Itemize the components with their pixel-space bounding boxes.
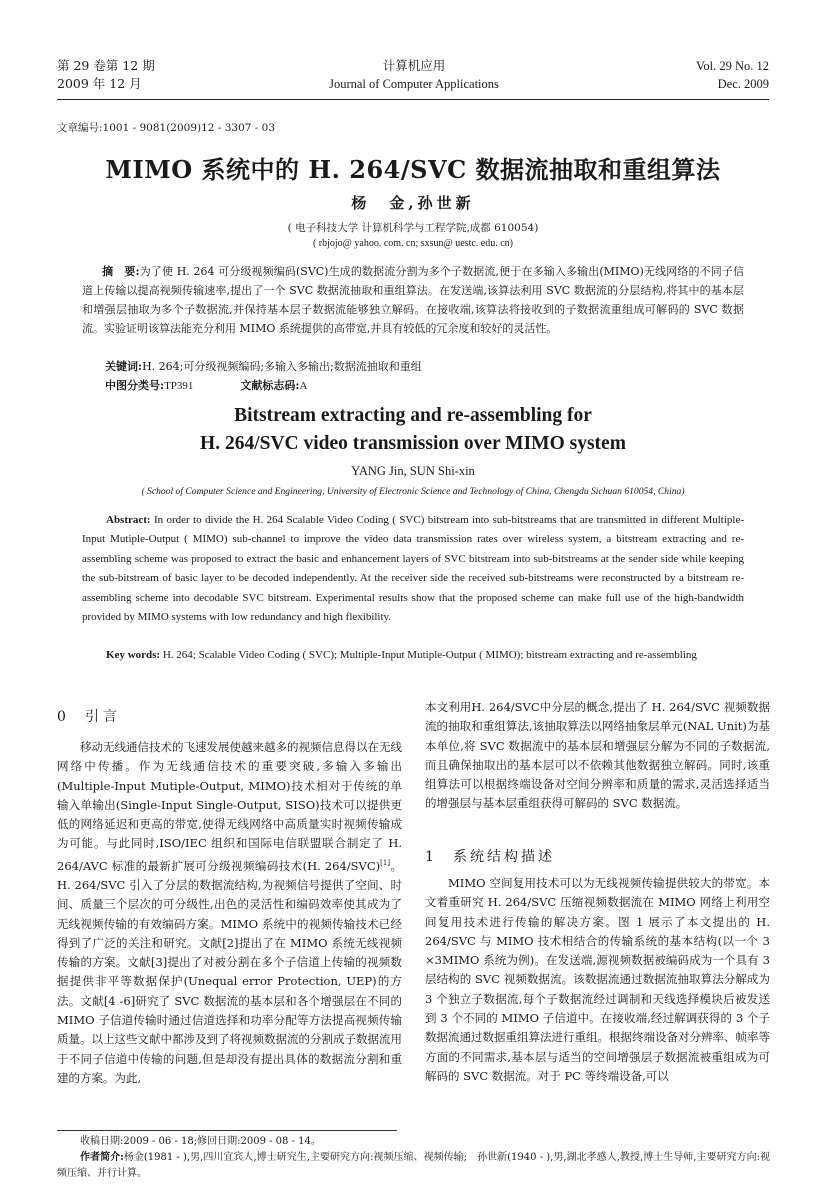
abstract-cn xyxy=(82,262,744,338)
author-bio-label: 作者简介: xyxy=(80,1152,124,1163)
affiliation-en: ( School of Computer Science and Engineering, University of Electronic Science and Technology of China, Chengdu Sichuan 610054, China) xyxy=(141,486,685,497)
affiliation-cn: ( 电子科技大学 计算机科学与工程学院,成都 610054) xyxy=(287,222,539,234)
section-0-heading xyxy=(57,706,121,726)
abstract-text-en: In order to divide the H. 264 Scalable Video Coding ( SVC) bitstream into sub-bitstreams that are transmitted in different Multiple-Input Mutiple-Output ( MIMO) sub-channel to improve the video data transmission rates over wireless system, a bitstream extracting and re-assembling scheme was proposed to extract the basic and enhancement layers of SVC bitstream into sub-bitstreams at the sender side while keeping the sub-bitstream of basic layer to be decoded independently. At the receiver side the received sub-bitstreams were reconstructed by a bitstream re-assembling scheme into decodable SVC bitstream. Experimental results show that the proposed scheme can make full use of the high-bandwidth provided by MIMO systems with low redundancy and high flexibility. xyxy=(82,514,744,624)
section-0-paragraph-2: 本文利用H. 264/SVC中分层的概念,提出了 H. 264/SVC 视频数据流的抽取和重组算法,该抽取算法以网络抽象层单元(NAL Unit)为基本单位,将 SVC 数据流中的基本层和增强层分解为不同的子数据流,而且确保抽取出的基本层可以不依赖其他数据独立解码。同时,该重组算法可以根据终端设备对空间分辨率和质量的需求,灵活选择适当的增强层与基本层重组获得可解码的 SVC 数据流。 xyxy=(425,700,770,811)
keywords-text-en: H. 264; Scalable Video Coding ( SVC); Multiple-Input Mutiple-Output ( MIMO); bitstream extracting and re-assembling xyxy=(162,649,697,661)
journal-issue xyxy=(57,57,155,93)
classification xyxy=(105,376,745,396)
author-bio xyxy=(57,1150,770,1182)
section-1-number: 1 xyxy=(425,849,434,865)
doc-code-label: 文献标志码: xyxy=(240,379,300,392)
section-1-heading xyxy=(425,846,555,866)
received-text: 收稿日期:2009 - 06 - 18;修回日期:2009 - 08 - 14。 xyxy=(80,1136,321,1147)
keywords-label-cn: 关键词: xyxy=(105,360,143,373)
clc-label: 中图分类号: xyxy=(105,379,165,392)
abstract-label-cn: 摘 要: xyxy=(102,265,140,278)
volume-info xyxy=(696,57,769,93)
section-0-text-a: 移动无线通信技术的飞速发展使越来越多的视频信息得以在无线网络中传播。作为无线通信技术的重要突破,多输入多输出(Multiple-Input Mutiple-Output, MIMO)技术相对于传统的单输入单输出(Single-Input Single-Output, SISO)技术可以提供更低的网络延迟和更高的带宽,使得无线网络中高质量实时视频传输成为可能。与此同时,ISO/IEC 组织和国际电信联盟联合制定了 H. 264/AVC 标准的最新扩展可分级视频编码技术(H. 264/SVC) xyxy=(57,740,402,873)
author-bio-text: 杨金(1981 - ),男,四川宜宾人,博士研究生,主要研究方向:视频压缩、视频传输; 孙世新(1940 - ),男,湖北孝感人,教授,博士生导师,主要研究方向:视频压缩、并行计算。 xyxy=(57,1152,770,1179)
section-0-title: 引言 xyxy=(85,709,121,725)
paper-title-en xyxy=(57,402,769,458)
section-1-paragraph-1: MIMO 空间复用技术可以为无线视频传输提供较大的带宽。本文着重研究 H. 264/SVC 压缩视频数据流在 MIMO 网络上利用空间复用技术进行传输的解决方案。图 1 展示了本文提出的 H. 264/SVC 与 MIMO 技术相结合的传输系统的基本结构(以一个 3 ×3MIMO 系统为例)。在发送端,源视频数据被编码成为一个具有 3 层结构的 SVC 视频数据流。该数据流通过数据流抽取算法分解成为 3 个独立子数据流,每个子数据流经过调制和天线选择模块后被发送到 3 个不同的 MIMO 子信道中。在接收端,经过解调获得的 3 个子数据流通过数据重组算法进行重组。根据终端设备对分辨率、帧率等方面的不同需求,基本层与适当的空间增强层子数据流被重组成为可解码的 SVC 数据流。对于 PC 等终端设备,可以 xyxy=(425,876,770,1083)
abstract-en xyxy=(82,511,744,627)
article-number: 文章编号:1001 - 9081(2009)12 - 3307 - 03 xyxy=(57,122,276,134)
journal-name xyxy=(264,57,564,93)
citation-1: [1] xyxy=(380,858,391,867)
journal-name-cn: 计算机应用 xyxy=(382,58,446,73)
section-0-number: 0 xyxy=(57,709,66,725)
paper-title-en-line2: H. 264/SVC video transmission over MIMO system xyxy=(200,433,626,454)
author-email: ( rbjojo@ yahoo. com. cn; sxsun@ uestc. edu. cn) xyxy=(312,238,514,249)
header-rule xyxy=(57,99,769,100)
paper-title-cn: MIMO 系统中的 H. 264/SVC 数据流抽取和重组算法 xyxy=(105,155,721,184)
footnote-rule xyxy=(57,1130,397,1131)
abstract-label-en: Abstract: xyxy=(106,514,151,526)
keywords-text-cn: H. 264;可分级视频编码;多输入多输出;数据流抽取和重组 xyxy=(142,360,422,373)
paper-title-en-line1: Bitstream extracting and re-assembling for xyxy=(234,405,592,426)
received-dates xyxy=(80,1134,770,1150)
volume-date: Dec. 2009 xyxy=(717,77,769,91)
authors-en: YANG Jin, SUN Shi-xin xyxy=(351,464,475,478)
clc-code: TP391 xyxy=(164,380,194,392)
volume-no: Vol. 29 No. 12 xyxy=(695,59,769,73)
authors-cn: 杨 金,孙世新 xyxy=(351,194,475,212)
section-0-text-b: 。H. 264/SVC 引入了分层的数据流结构,为视频信号提供了空间、时间、质量三个层次的可分级性,出色的灵活性和编码效率使其成为了无线视频传输的有效编码方案。MIMO 系统中的视频传输技术已经得到了广泛的关注和研究。文献[2]提出了在 MIMO 系统无线视频传输的方案。文献[3]提出了对被分割在多个子信道上传输的视频数据提供非平等数据保护(Unequal error Protection, UEP)的方法。文献[4 -6]研究了 SVC 数据流的基本层和各个增强层在不同的 MIMO 子信道传输时通过信道选择和功率分配等方法提高视频传输质量。以上这些文献中都涉及到了将视频数据流的分割成子数据流用于不同子信道中传输的问题,但是却没有提出具体的数据流分割和重建的方案。为此, xyxy=(57,858,403,1085)
doc-code: A xyxy=(299,380,308,392)
keywords-en xyxy=(82,646,744,665)
keywords-label-en: Key words: xyxy=(106,649,161,661)
journal-name-en: Journal of Computer Applications xyxy=(329,77,499,91)
section-1-title: 系统结构描述 xyxy=(453,849,555,865)
keywords-cn xyxy=(105,357,745,376)
issue-date: 2009 年 12 月 xyxy=(57,76,142,91)
abstract-text-cn: 为了使 H. 264 可分级视频编码(SVC)生成的数据流分割为多个子数据流,便于在多输入多输出(MIMO)无线网络的不同子信道上传输以提高视频传输速率,提出了一个 SVC 数据流抽取和重组算法。在发送端,该算法利用 SVC 数据流的分层结构,将其中的基本层和增强层抽取为多个子数据流,并保持基本层子数据流能够独立解码。在接收端,该算法将接收到的子数据流重组成可解码的 SVC 数据流。实验证明该算法能充分利用 MIMO 系统提供的高带宽,并具有较低的冗余度和较好的灵活性。 xyxy=(82,265,744,335)
section-0-paragraph-1 xyxy=(57,738,402,1088)
volume-issue: 第 29 卷第 12 期 xyxy=(57,58,155,73)
